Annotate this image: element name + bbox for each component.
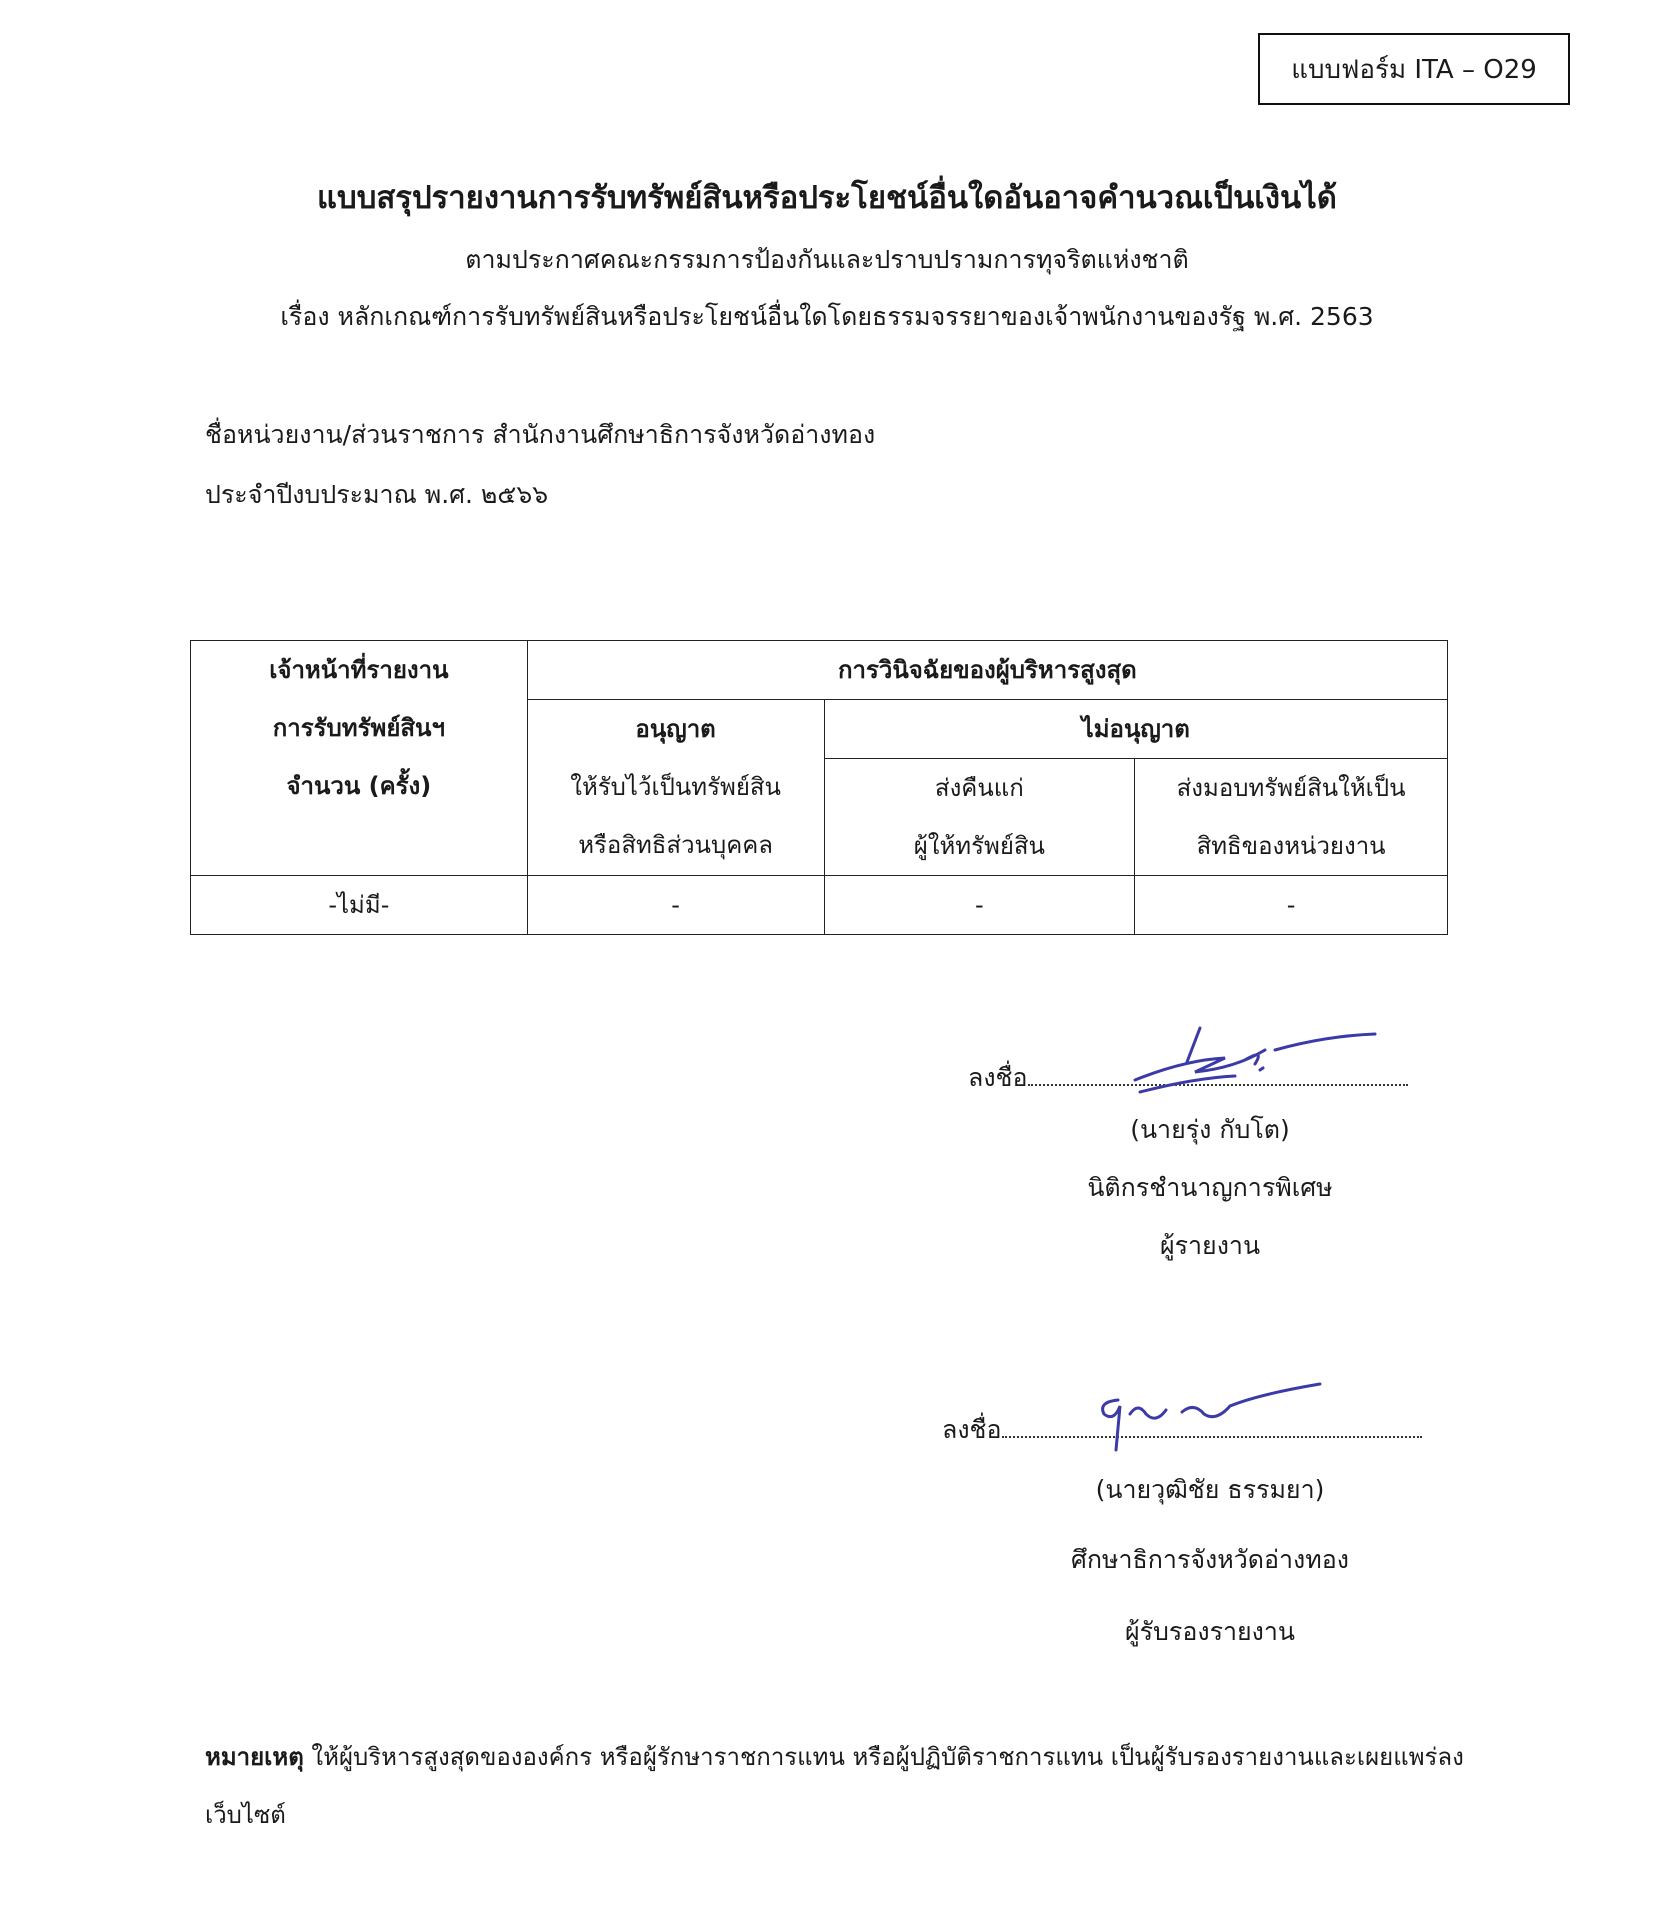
table-cell-allow: - bbox=[527, 876, 824, 935]
table-row bbox=[191, 876, 1448, 935]
col1-header-line-2: การรับทรัพย์สินฯ bbox=[272, 714, 445, 742]
signature-2-name: (นายวุฒิชัย ธรรมยา) bbox=[1095, 1475, 1325, 1504]
document-title: แบบสรุปรายงานการรับทรัพย์สินหรือประโยชน์อื่นใดอันอาจคำนวณเป็นเงินได้ bbox=[317, 180, 1337, 216]
footnote bbox=[205, 1728, 1495, 1844]
return-header-cell bbox=[824, 759, 1135, 876]
transfer-header-cell bbox=[1135, 759, 1448, 876]
signature-2-role: ผู้รับรองรายงาน bbox=[1124, 1617, 1296, 1646]
document-subtitle-1: ตามประกาศคณะกรรมการป้องกันและปราบปรามการทุจริตแห่งชาติ bbox=[465, 245, 1189, 274]
col1-header-line-1: เจ้าหน้าที่รายงาน bbox=[269, 656, 449, 684]
table-cell-count: -ไม่มี- bbox=[191, 876, 528, 935]
allow-sub-line-2: หรือสิทธิส่วนบุคคล bbox=[578, 831, 774, 859]
document-subtitle-2: เรื่อง หลักเกณฑ์การรับทรัพย์สินหรือประโยชน์อื่นใดโดยธรรมจรรยาของเจ้าพนักงานของรัฐ พ.ศ. 2563 bbox=[280, 302, 1374, 331]
signature-1-name: (นายรุ่ง กับโต) bbox=[1130, 1115, 1290, 1144]
footnote-label: หมายเหตุ bbox=[205, 1743, 304, 1771]
allow-header: อนุญาต bbox=[635, 715, 716, 743]
return-header-line-2: ผู้ให้ทรัพย์สิน bbox=[913, 832, 1045, 860]
col1-header-line-3: จำนวน (ครั้ง) bbox=[286, 772, 432, 800]
signature-2-label: ลงชื่อ bbox=[942, 1415, 1002, 1444]
signature-2-position: ศึกษาธิการจังหวัดอ่างทอง bbox=[1071, 1545, 1349, 1574]
allow-header-cell bbox=[527, 700, 824, 876]
decision-header: การวินิจฉัยของผู้บริหารสูงสุด bbox=[527, 641, 1447, 700]
form-code-box bbox=[1258, 33, 1570, 105]
footnote-text: ให้ผู้บริหารสูงสุดขององค์กร หรือผู้รักษาราชการแทน หรือผู้ปฏิบัติราชการแทน เป็นผู้รับรองรายงานและเผยแพร่ลงเว็บไซต์ bbox=[205, 1743, 1464, 1829]
table-cell-return: - bbox=[824, 876, 1135, 935]
signature-1-label: ลงชื่อ bbox=[968, 1063, 1028, 1092]
signature-1-handwriting bbox=[1125, 1020, 1385, 1100]
table-header-row-1 bbox=[191, 641, 1448, 700]
table-cell-transfer: - bbox=[1135, 876, 1448, 935]
signature-2-handwriting bbox=[1090, 1380, 1330, 1460]
deny-header: ไม่อนุญาต bbox=[824, 700, 1447, 759]
agency-name: ชื่อหน่วยงาน/ส่วนราชการ สำนักงานศึกษาธิการจังหวัดอ่างทอง bbox=[205, 420, 876, 449]
officer-report-count-header bbox=[191, 641, 528, 876]
form-code: แบบฟอร์ม ITA – O29 bbox=[1291, 54, 1537, 85]
report-table bbox=[190, 640, 1448, 935]
transfer-header-line-1: ส่งมอบทรัพย์สินให้เป็น bbox=[1176, 774, 1406, 802]
allow-sub-line-1: ให้รับไว้เป็นทรัพย์สิน bbox=[570, 773, 781, 801]
signature-1-position: นิติกรชำนาญการพิเศษ bbox=[1087, 1173, 1333, 1202]
fiscal-year: ประจำปีงบประมาณ พ.ศ. ๒๕๖๖ bbox=[205, 480, 549, 509]
transfer-header-line-2: สิทธิของหน่วยงาน bbox=[1196, 832, 1386, 860]
return-header-line-1: ส่งคืนแก่ bbox=[934, 774, 1024, 802]
signature-1-role: ผู้รายงาน bbox=[1159, 1231, 1261, 1260]
